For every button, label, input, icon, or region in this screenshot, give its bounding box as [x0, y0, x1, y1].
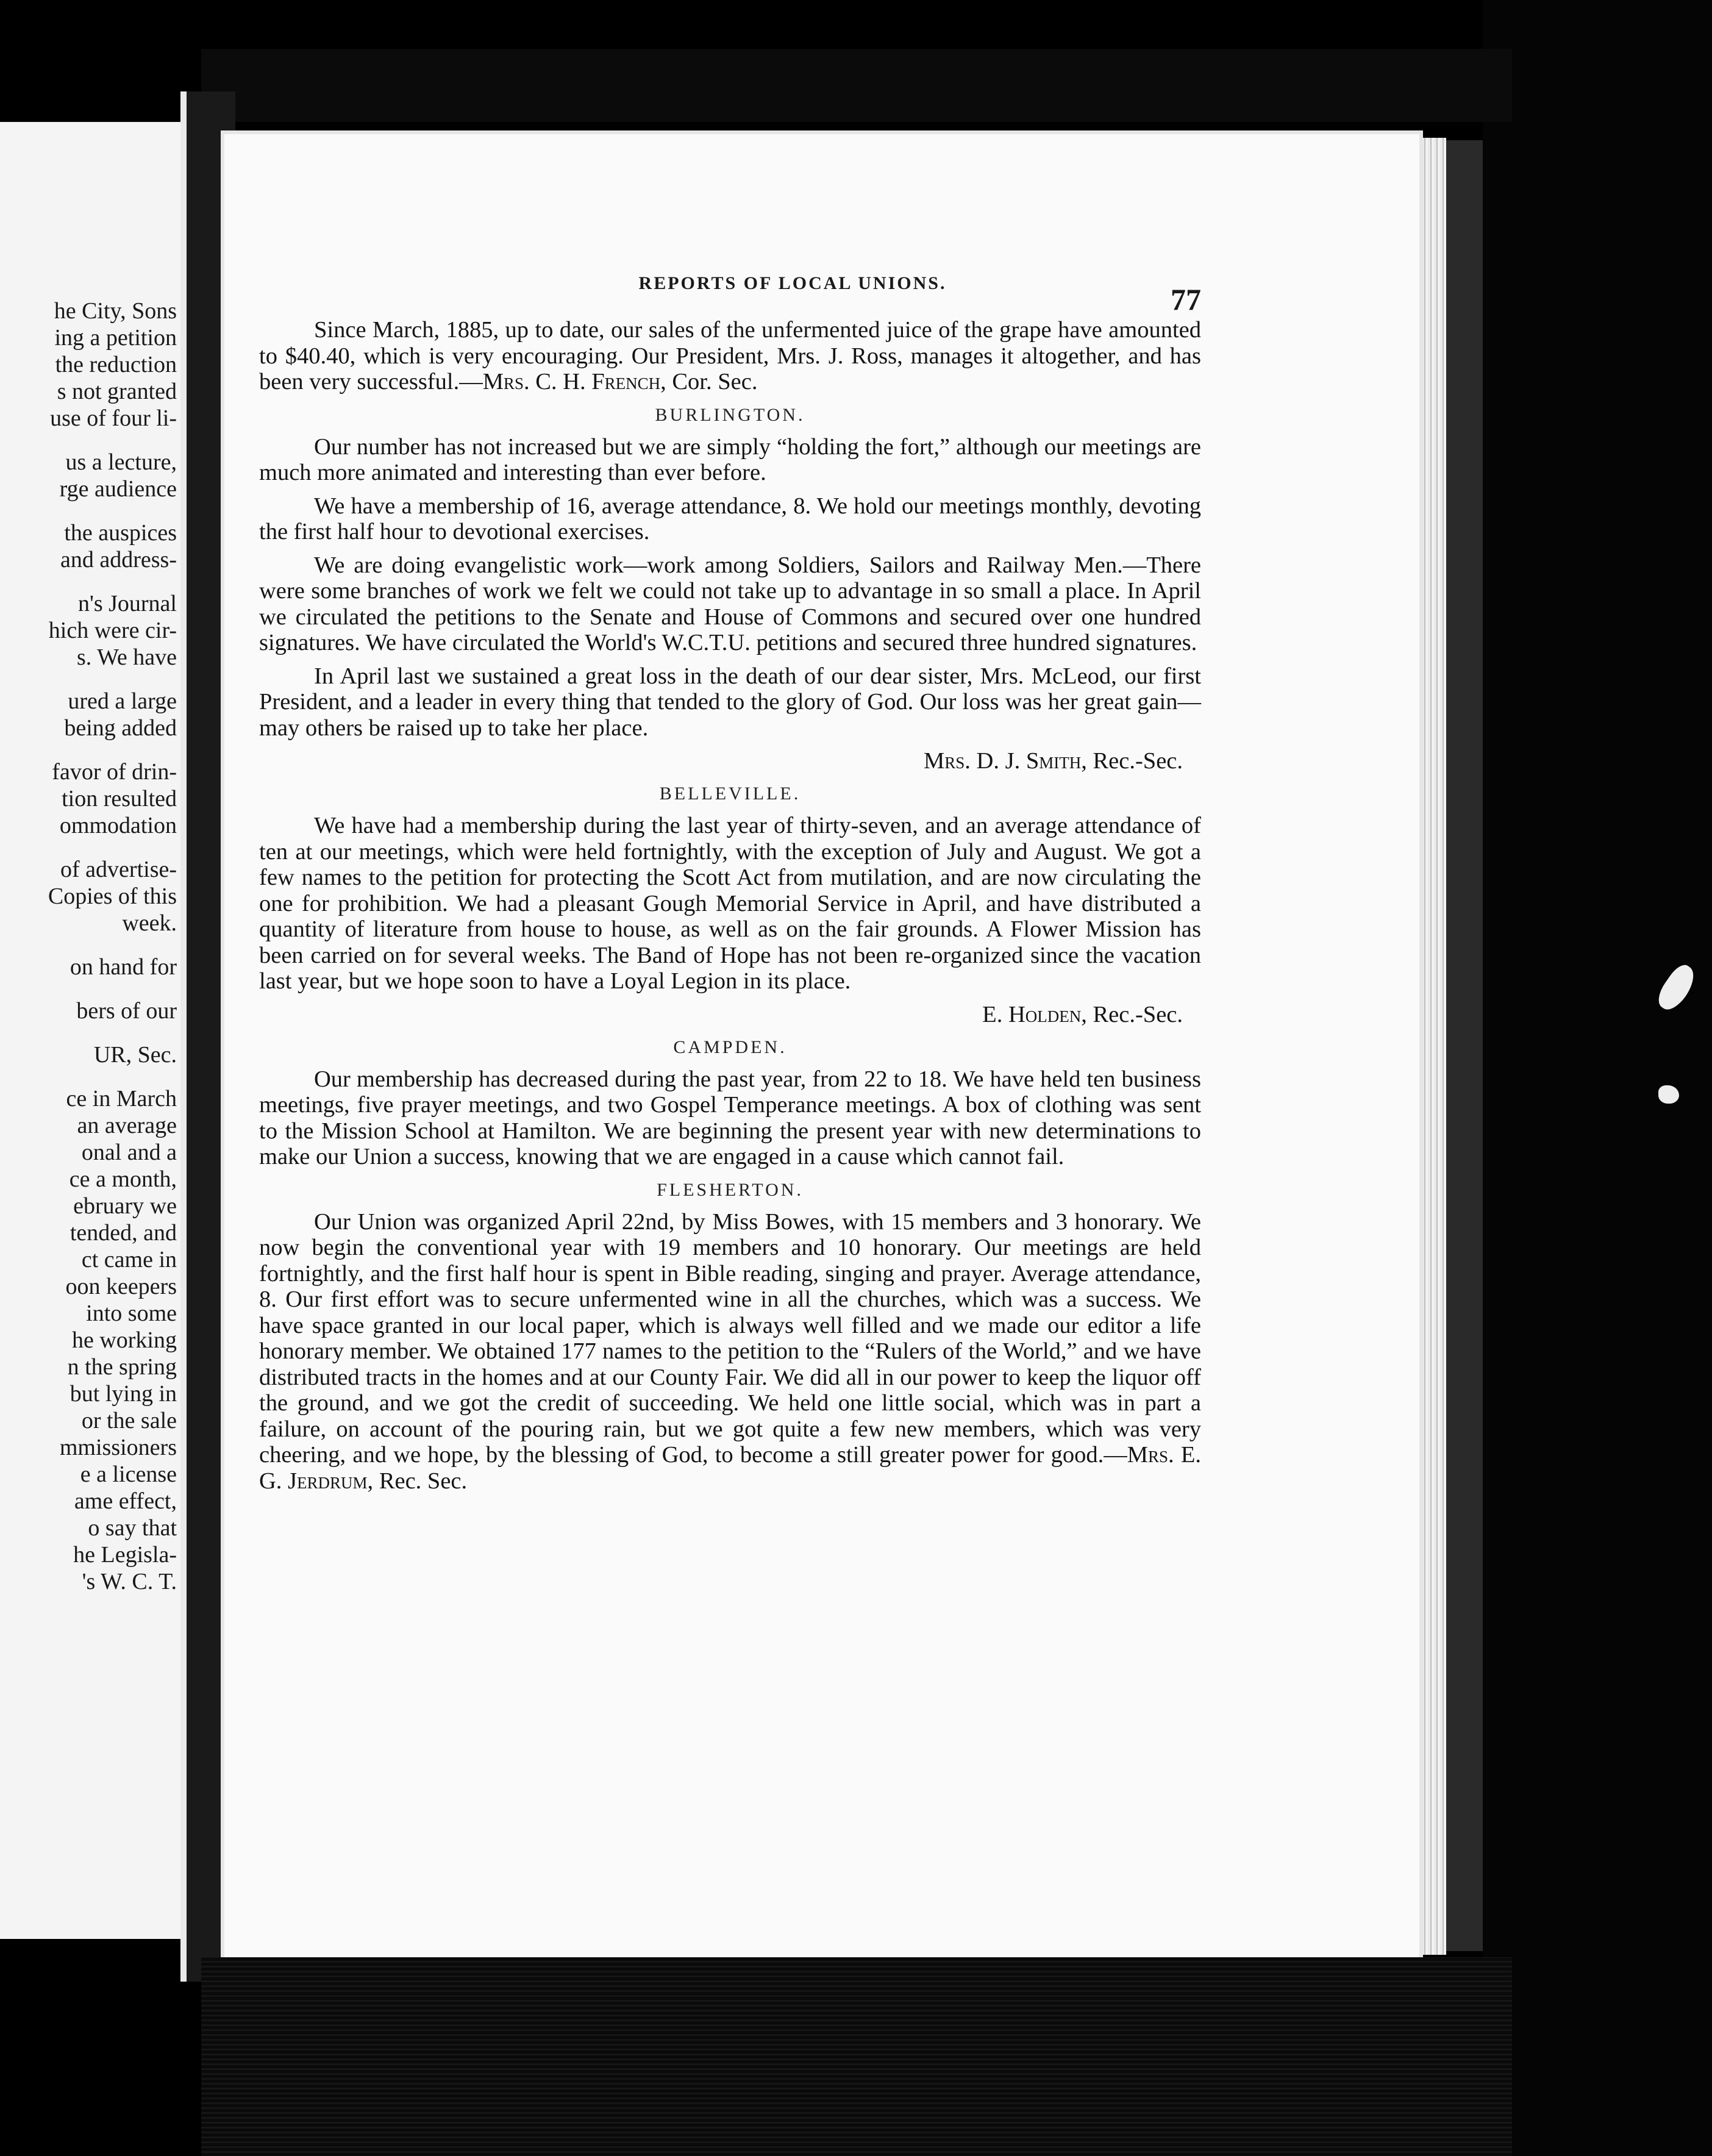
heading-belleville: BELLEVILLE. — [659, 784, 801, 804]
intro-signature-title: Cor. Sec. — [672, 369, 758, 394]
book-cover-top — [201, 49, 1512, 122]
left-page-line: ct came in — [81, 1247, 177, 1273]
page-number: 77 — [1171, 282, 1201, 316]
left-page-line: favor of drin- — [52, 759, 177, 785]
left-page-line: week. — [122, 910, 177, 936]
left-page-line: onal and a — [81, 1140, 177, 1165]
left-page-line: ommodation — [59, 813, 177, 838]
left-page-line: he City, Sons — [54, 298, 177, 324]
left-page-line: us a lecture, — [65, 449, 177, 475]
intro-signature: Mrs. C. H. French, — [482, 369, 666, 394]
flesherton-signature: Mrs. E. G. Jerdrum, — [259, 1442, 1201, 1494]
left-page-line: s. We have — [76, 644, 177, 670]
burlington-paragraph-1: Our number has not increased but we are simply “holding the fort,” although our meetings are much more animated and interesting than ever before. — [259, 434, 1201, 485]
intro-text: Since March, 1885, up to date, our sales of the unfermented juice of the grape have amounted to $40.40, which is very encouraging. Our President, Mrs. J. Ross, manages it altogether, and has been very successful.— — [259, 317, 1201, 394]
left-facing-page — [0, 122, 201, 1939]
burlington-paragraph-3: We are doing evangelistic work—work among Soldiers, Sailors and Railway Men.—There were some branches of work we felt we could not take up to advantage in so small a place. In April we circulated the petitions to the Senate and House of Commons and secured over one hundred signatures. We have circulated the World's W.C.T.U. petitions and secured three hundred signatures. — [259, 552, 1201, 655]
left-page-line: s not granted — [57, 379, 177, 404]
left-page-line: ce a month, — [69, 1166, 177, 1192]
left-page-line: n's Journal — [77, 591, 177, 616]
left-page-line: of advertise- — [60, 857, 177, 882]
book-board-edge — [1446, 140, 1483, 1951]
left-page-line: tended, and — [70, 1220, 177, 1246]
burlington-signature-title: Rec.-Sec. — [1093, 748, 1183, 774]
running-head: REPORTS OF LOCAL UNIONS. — [638, 273, 947, 293]
left-page-line: or the sale — [81, 1408, 177, 1433]
left-page-line: oon keepers — [65, 1274, 177, 1299]
burlington-paragraph-2: We have a membership of 16, average attendance, 8. We hold our meetings monthly, devoting the first half hour to devotional exercises. — [259, 493, 1201, 544]
left-page-line: 's W. C. T. — [82, 1569, 177, 1594]
left-page-line: ebruary we — [73, 1193, 177, 1219]
left-page-line: into some — [86, 1301, 177, 1326]
text-column — [259, 317, 1201, 1501]
burlington-signature: Mrs. D. J. Smith, — [924, 748, 1087, 774]
burlington-signoff — [259, 748, 1183, 774]
left-page-line: UR, Sec. — [93, 1042, 177, 1068]
left-page-line: bers of our — [76, 998, 177, 1024]
intro-paragraph — [259, 317, 1201, 395]
left-page-line: mmissioners — [59, 1435, 177, 1460]
book-cover-right — [1483, 0, 1712, 2156]
left-page-line: on hand for — [70, 954, 177, 980]
heading-flesherton: FLESHERTON. — [657, 1179, 804, 1200]
left-page-line: n the spring — [67, 1354, 177, 1380]
left-page-line: being added — [64, 715, 177, 741]
left-page-line: rge audience — [59, 476, 177, 502]
left-page-line: use of four li- — [50, 405, 177, 431]
dust-speck — [1658, 1085, 1679, 1104]
left-page-line: ame effect, — [74, 1488, 177, 1514]
left-page-line: but lying in — [70, 1381, 177, 1407]
belleville-signoff — [259, 1002, 1183, 1027]
heading-burlington: BURLINGTON. — [655, 404, 805, 425]
flesherton-text: Our Union was organized April 22nd, by Miss Bowes, with 15 members and 3 honorary. We now begin the conventional year with 19 members and 10 honorary. Our meetings are held fortnightly, and the first half hour is spent in Bible reading, singing and prayer. Average attendance, 8. Our first effort was to secure unfermented wine in all the churches, which was a success. We have space granted in our local paper, which is always well filled and we made our editor a life honorary member. We obtained 177 names to the petition to the “Rulers of the World,” and we have distributed tracts in the homes and at our County Fair. We did all in our power to keep the liquor off the ground, and we got the credit of succeeding. We held one little social, which was in part a failure, on account of the pouring rain, but we got quite a few new members, which was very cheering, and we hope, by the blessing of God, to become a still greater power for good.— — [259, 1208, 1201, 1468]
heading-campden: CAMPDEN. — [673, 1037, 787, 1057]
flesherton-signature-title: Rec. Sec. — [379, 1468, 468, 1494]
flesherton-paragraph-1 — [259, 1209, 1201, 1494]
belleville-signature: E. Holden, — [982, 1001, 1087, 1027]
left-page-line: ured a large — [68, 688, 177, 714]
left-page-line: and address- — [60, 547, 177, 573]
left-page-line: he Legisla- — [73, 1542, 177, 1568]
left-page-line: the auspices — [64, 520, 177, 546]
belleville-signature-title: Rec.-Sec. — [1093, 1001, 1183, 1027]
book-cover-bottom — [201, 1957, 1512, 2156]
left-page-line: hich were cir- — [48, 618, 177, 643]
burlington-paragraph-4: In April last we sustained a great loss in the death of our dear sister, Mrs. McLeod, our first President, and a leader in every thing that tended to the glory of God. Our loss was her great gain—may others be raised up to take her place. — [259, 663, 1201, 741]
left-page-line: tion resulted — [62, 786, 177, 812]
left-page-line: the reduction — [55, 352, 177, 377]
left-page-line: he working — [71, 1327, 177, 1353]
left-page-line: o say that — [88, 1515, 177, 1541]
left-page-line: ce in March — [66, 1086, 177, 1112]
left-page-line: Copies of this — [48, 883, 177, 909]
campden-paragraph-1: Our membership has decreased during the past year, from 22 to 18. We have held ten business meetings, five prayer meetings, and two Gospel Temperance meetings. A box of clothing was sent to the Mission School at Hamilton. We are beginning the present year with new determinations to make our Union a success, knowing that we are engaged in a cause which cannot fail. — [259, 1066, 1201, 1169]
belleville-paragraph-1: We have had a membership during the last year of thirty-seven, and an average attendance of ten at our meetings, which were held fortnightly, with the exception of July and August. We got a few names to the petition for protecting the Scott Act from mutilation, and are now circulating the one for prohibition. We had a pleasant Gough Memorial Service in April, and have distributed a quantity of literature from house to house, as well as on the fair grounds. A Flower Mission has been carried on for several weeks. The Band of Hope has not been re-organized since the vacation last year, but we hope soon to have a Loyal Legion in its place. — [259, 813, 1201, 994]
left-page-line: e a license — [80, 1462, 177, 1487]
left-page-line: ing a petition — [54, 325, 177, 351]
left-page-line: an average — [77, 1113, 177, 1138]
